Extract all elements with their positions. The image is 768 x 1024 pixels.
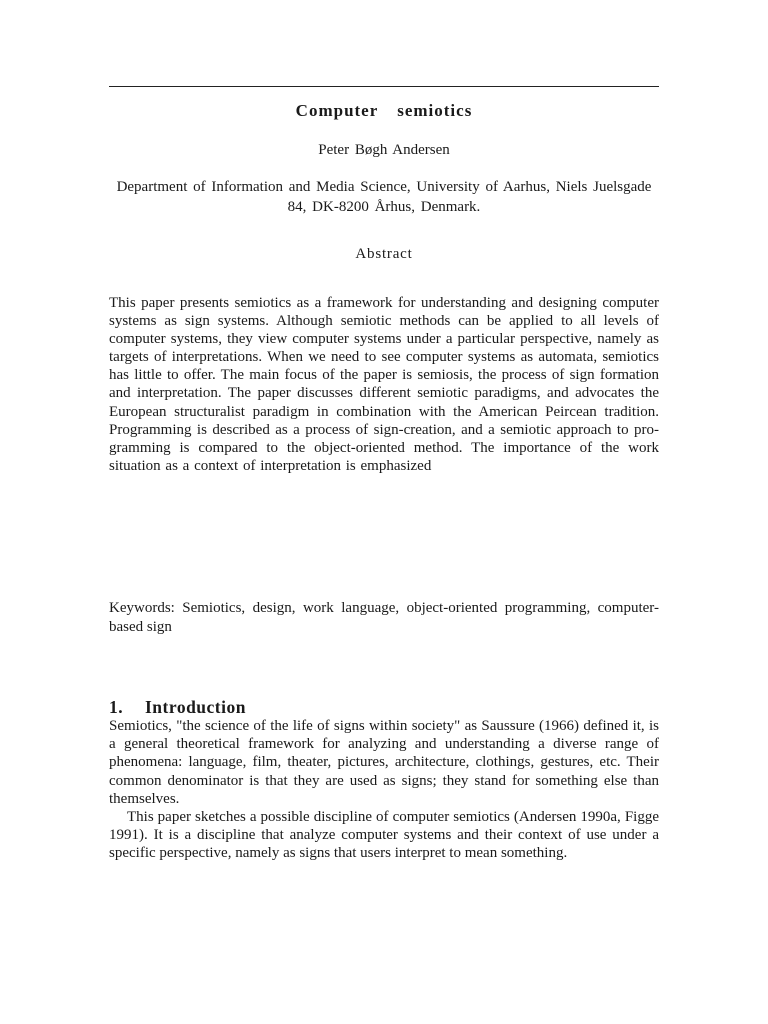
section-title: Introduction bbox=[145, 697, 246, 717]
introduction-body bbox=[109, 717, 659, 863]
section-heading-introduction bbox=[109, 696, 659, 718]
paragraph: This paper sketches a possible discipline of computer semiotics (Andersen 1990a, Figge 1991). It is a discipline that analyze computer systems and their context of use under a specific perspective, namely as signs that users interpret to mean something. bbox=[109, 809, 659, 862]
top-rule bbox=[109, 86, 659, 87]
paper-title: Computer semiotics bbox=[295, 101, 473, 120]
section-number: 1. bbox=[109, 697, 124, 717]
author-affiliation: Department of Information and Media Science, University of Aarhus, Niels Juelsgade 84, DK-8200 Århus, Denmark. bbox=[116, 179, 652, 215]
paragraph: Semiotics, "the science of the life of signs within society" as Saussure (1966) defined it, is a general theoretical framework for analyzing and understanding a diverse range of phenomena: language, film, theater, pictures, architecture, clothings, gestures, etc. Their common denominator is that they are used as signs; they stand for something else than themselves. bbox=[109, 718, 659, 807]
keywords: Keywords: Semiotics, design, work language, object-oriented programming, computer-based sign bbox=[109, 600, 659, 635]
abstract-text: This paper presents semiotics as a framework for understanding and designing computer systems as sign systems. Although semiotic methods can be applied to all levels of computer systems, they view computer systems under a particular perspective, namely as targets of interpretations. When we need to see computer systems as automata, semiotics has little to offer. The main focus of the paper is semiosis, the process of sign formation and interpretation. The paper discusses different semiotic paradigms, and advocates the European structuralist paradigm in combination with the American Peircean tradition. Programming is described as a process of sign-creation, and a semiotic approach to pro-gramming is compared to the object-oriented method. The importance of the work situation as a context of interpretation is emphasized bbox=[109, 295, 659, 474]
author-name: Peter Bøgh Andersen bbox=[318, 142, 450, 158]
abstract-heading: Abstract bbox=[355, 246, 413, 262]
